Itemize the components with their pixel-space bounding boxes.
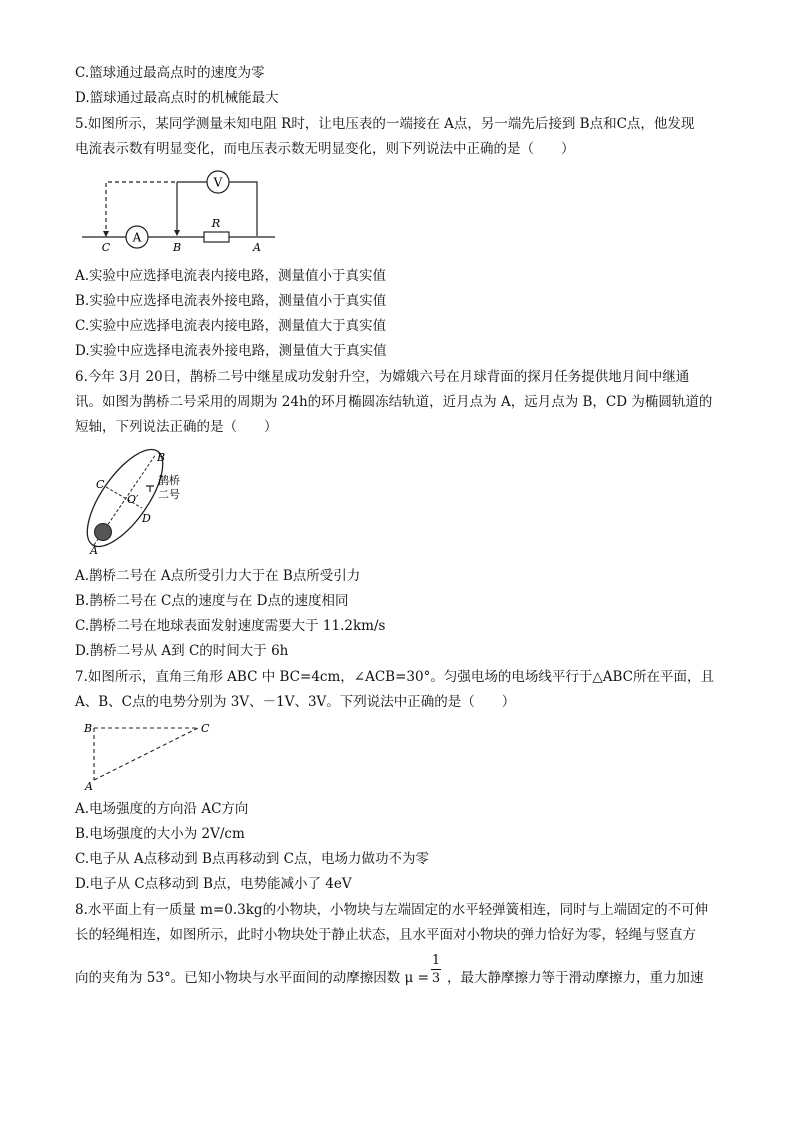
point-c-label: C [101,241,111,254]
voltmeter-label: V [213,175,223,190]
q5-circuit-figure [70,165,290,255]
option-d-prev: D.篮球通过最高点时的机械能最大 [75,90,279,106]
q6-orbit-figure [80,448,210,558]
fraction-denominator: 3 [431,971,441,986]
q6-stem-line3: 短轴，下列说法正确的是（ ） [75,419,278,435]
q7-option-d: D.电子从 C点移动到 B点，电势能减小了 4eV [75,876,352,892]
fraction-numerator: 1 [431,953,441,968]
fraction-bar [431,969,441,970]
orbit-center-o: O′ [127,493,139,506]
friction-fraction [431,953,441,986]
point-a-label: A [253,241,261,254]
q7-triangle-figure [78,718,228,794]
moon-icon [95,524,112,541]
satellite-icon [146,486,154,492]
orbit-point-c: C [96,478,105,491]
resistor-icon [204,232,229,242]
q8-stem-line3-part1: 向的夹角为 53°。已知小物块与水平面间的动摩擦因数 μ = [75,970,429,986]
q7-option-b: B.电场强度的大小为 2V/cm [75,826,245,842]
q5-option-b: B.实验中应选择电流表外接电路，测量值小于真实值 [75,293,387,309]
option-c-prev: C.篮球通过最高点时的速度为零 [75,65,265,81]
satellite-name-line2: 二号 [158,488,180,501]
q5-stem-line2: 电流表示数有明显变化，而电压表示数无明显变化，则下列说法中正确的是（ ） [75,141,575,157]
q8-stem-line3-part2: ，最大静摩擦力等于滑动摩擦力，重力加速 [447,970,704,986]
point-b-label: B [172,241,182,254]
triangle-point-a: A [85,780,93,793]
q7-option-c: C.电子从 A点移动到 B点再移动到 C点，电场力做功不为零 [75,851,430,867]
q8-stem-line2: 长的轻绳相连，如图所示，此时小物块处于静止状态，且水平面对小物块的弹力恰好为零，轻绳与竖直方 [75,927,696,943]
q7-stem-line1: 7.如图所示，直角三角形 ABC 中 BC=4cm，∠ACB=30°。匀强电场的电场线平行于△ABC所在平面，且 [75,669,714,685]
q6-option-c: C.鹊桥二号在地球表面发射速度需要大于 11.2km/s [75,618,386,634]
triangle-point-c: C [201,722,210,735]
q8-stem-line1: 8.水平面上有一质量 m=0.3kg的小物块，小物块与左端固定的水平轻弹簧相连，同时与上端固定的不可伸 [75,902,709,918]
q5-option-a: A.实验中应选择电流表内接电路，测量值小于真实值 [75,268,387,284]
q6-option-a: A.鹊桥二号在 A点所受引力大于在 B点所受引力 [75,568,361,584]
q5-option-c: C.实验中应选择电流表内接电路，测量值大于真实值 [75,318,387,334]
q6-stem-line2: 讯。如图为鹊桥二号采用的周期为 24h的环月椭圆冻结轨道，近月点为 A，远月点为 B，CD 为椭圆轨道的 [75,394,713,410]
ammeter-label: A [132,230,142,245]
q7-option-a: A.电场强度的方向沿 AC方向 [75,801,249,817]
q7-stem-line2: A、B、C点的电势分别为 3V、－1V、3V。下列说法中正确的是（ ） [75,694,516,710]
q5-option-d: D.实验中应选择电流表外接电路，测量值大于真实值 [75,343,387,359]
orbit-point-a: A [90,544,98,557]
resistor-label: R [211,216,221,230]
orbit-point-d: D [142,512,151,525]
q6-option-b: B.鹊桥二号在 C点的速度与在 D点的速度相同 [75,593,349,609]
satellite-name-line1: 鹊桥 [158,474,180,487]
q6-stem-line1: 6.今年 3月 20日，鹊桥二号中继星成功发射升空，为嫦娥六号在月球背面的探月任务提供地月间中继通 [75,369,690,385]
orbit-point-b: B [157,451,166,464]
q5-stem-line1: 5.如图所示，某同学测量未知电阻 R时，让电压表的一端接在 A点，另一端先后接到 B点和C点，他发现 [75,116,695,132]
triangle-point-b: B [84,722,93,735]
q6-option-d: D.鹊桥二号从 A到 C的时间大于 6h [75,643,289,659]
